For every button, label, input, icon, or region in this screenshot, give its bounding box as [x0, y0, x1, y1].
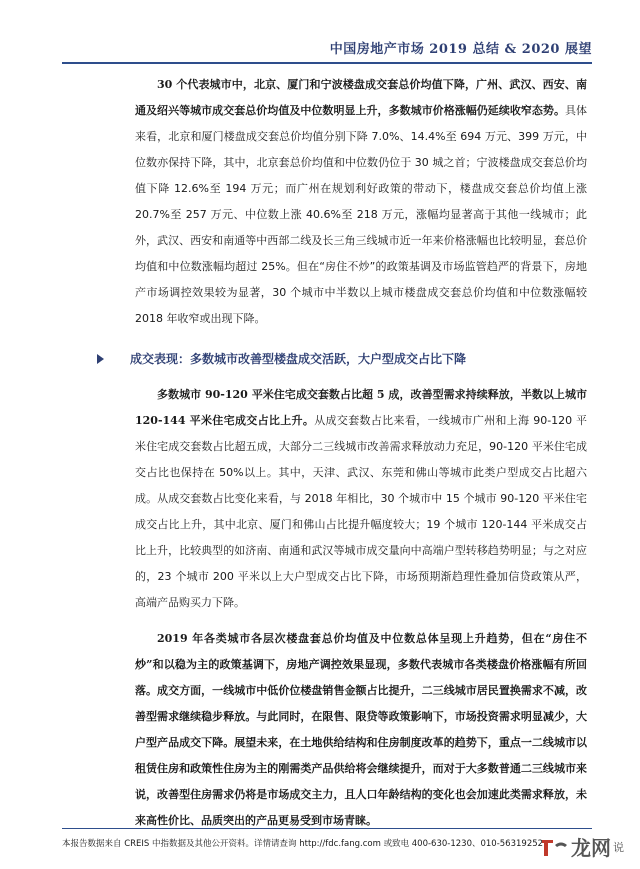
section-heading [97, 346, 587, 372]
watermark-suffix: 说 [613, 840, 624, 854]
paragraph-body: 从成交套数占比来看，一线城市广州和上海 90-120 平米住宅成交套数占比超五成，大部分二三线城市改善需求释放动力充足，90-120 平米住宅成交占比也保持在 50%以上。其中，天津、武汉、东莞和佛山等城市此类户型成交占比超六成。从成交套数占比变化来看，与 2018 年相比，30 个城市中 15 个城市 90-120 平米住宅成交占比上升，其中北京、厦门和佛山占比提升幅度较大；19 个城市 120-144 平米成交占比上升，比较典型的如济南、南通和武汉等城市成交量向中高端户型转移趋势明显；与之对应的，23 个城市 200 平米以上大户型成交占比下降，市场预期渐趋理性叠加信贷政策从严，高端产品购买力下降。 [135, 414, 587, 609]
page-footer [62, 828, 592, 849]
paragraph-lead: 多数城市 90-120 平米住宅成交套数占比超 5 成，改善型需求持续释放，半数以上城市 120-144 平米住宅成交占比上升。 [135, 388, 587, 427]
watermark-logo-icon [539, 836, 569, 858]
section-title: 成交表现：多数城市改善型楼盘成交活跃，大户型成交占比下降 [130, 352, 467, 366]
paragraph-transactions [135, 382, 587, 616]
paragraph-summary: 2019 年各类城市各层次楼盘套总价均值及中位数总体呈现上升趋势，但在“房住不炒”和以稳为主的政策基调下，房地产调控效果显现，多数代表城市各类楼盘价格涨幅有所回落。成交方面，一线城市中低价位楼盘销售金额占比提升，二三线城市居民置换需求不减，改善型需求继续稳步释放。与此同时，在限售、限贷等政策影响下，市场投资需求明显减少，大户型产品成交下降。展望未来，在土地供给结构和住房制度改革的趋势下，重点一二线城市以租赁住房和政策性住房为主的刚需类产品供给将会继续提升，而对于大多数普通二三线城市来说，改善型住房需求仍将是市场成交主力，且人口年龄结构的变化也会加速此类需求释放，未来高性价比、品质突出的产品更易受到市场青睐。 [135, 632, 587, 827]
arrow-bullet-icon [97, 354, 104, 364]
page-header [62, 0, 592, 64]
watermark [539, 832, 624, 861]
paragraph-lead: 30 个代表城市中，北京、厦门和宁波楼盘成交套总价均值下降，广州、武汉、西安、南通及绍兴等城市成交套总价均值及中位数明显上升，多数城市价格涨幅仍延续收窄态势。 [135, 78, 587, 117]
report-body [130, 72, 588, 834]
report-title: 中国房地产市场 2019 总结 & 2020 展望 [329, 42, 592, 57]
footer-source-note: 本报告数据来自 CREIS 中指数据及其他公开资料。详情请查询 http://fdc.fang.com 或致电 400-630-1230、010-56319252 [62, 839, 544, 849]
watermark-brand: 龙网 [571, 836, 611, 860]
paragraph-price-trend [135, 72, 587, 332]
paragraph-body: 具体来看，北京和厦门楼盘成交套总价均值分别下降 7.0%、14.4%至 694 万元、399 万元，中位数亦保持下降，其中，北京套总价均值和中位数仍位于 30 城之首；宁波楼盘成交套总价均值下降 12.6%至 194 万元；而广州在规划利好政策的带动下，楼盘成交套总价均值上涨 20.7%至 257 万元、中位数上涨 40.6%至 218 万元，涨幅均显著高于其他一线城市；此外，武汉、西安和南通等中西部二线及长三角三线城市近一年来价格涨幅也比较明显，套总价均值和中位数涨幅均超过 25%。但在“房住不炒”的政策基调及市场监管趋严的背景下，房地产市场调控效果较为显著，30 个城市中半数以上城市楼盘成交套总价均值和中位数涨幅较 2018 年收窄或出现下降。 [135, 104, 588, 325]
